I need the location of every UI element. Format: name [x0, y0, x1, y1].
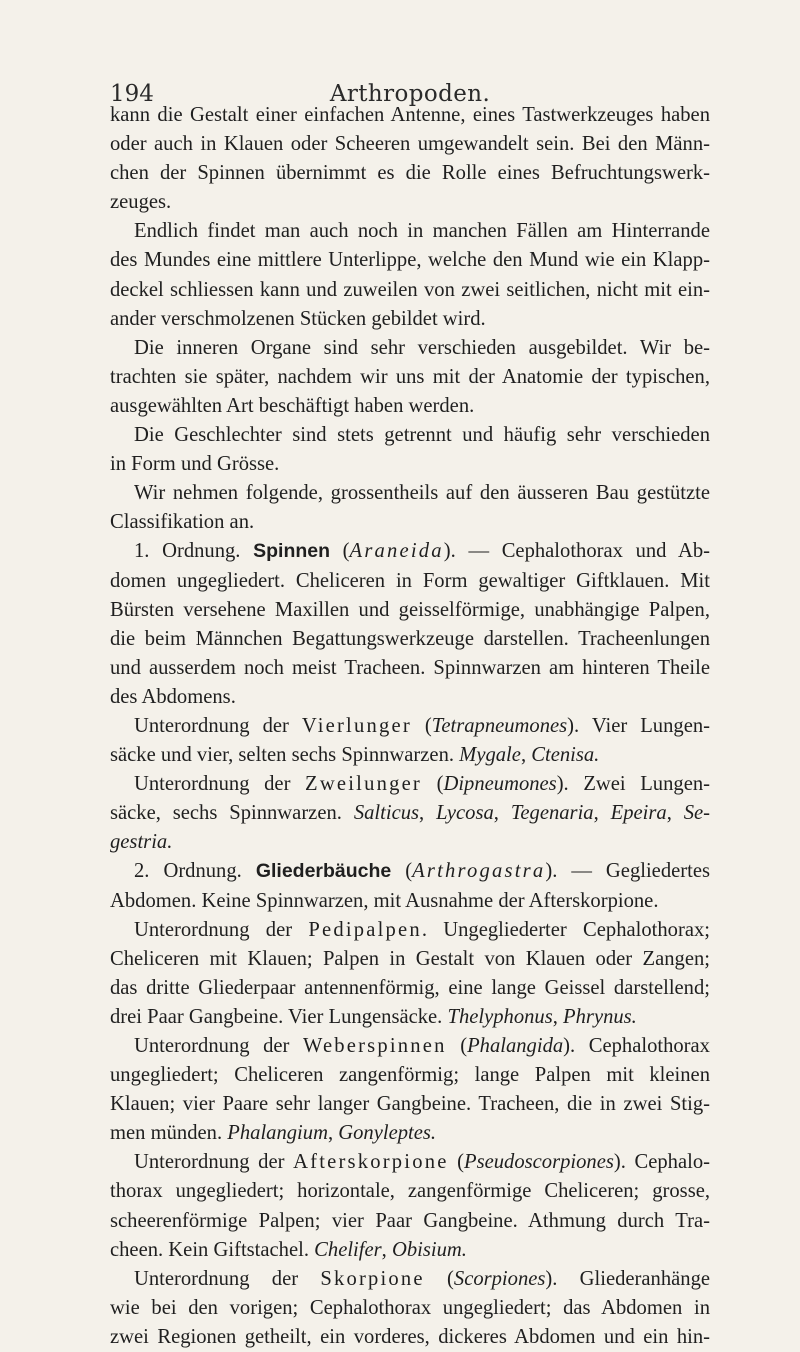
text-line: deckel schliessen kann und zuweilen von zwei seitlichen, nicht mit ein-: [110, 278, 710, 301]
text-fragment: ,: [381, 1238, 392, 1261]
text-fragment: säcke, sechs Spinnwarzen.: [110, 802, 342, 825]
genus-name: Ctenisa.: [531, 744, 600, 767]
genus-name: Mygale: [459, 744, 521, 767]
suborder-name: Afterskorpione: [293, 1151, 449, 1174]
text-fragment: (: [391, 860, 413, 883]
text-fragment: ). Vier Lungen-: [567, 714, 710, 737]
suborder-name: Weberspinnen: [302, 1035, 447, 1057]
latin-name: Dipneumones: [443, 773, 557, 796]
text-line: Abdomen. Keine Spinnwarzen, mit Ausnahme der Afterskorpione.: [110, 889, 659, 912]
suborder-name: Vierlunger: [301, 714, 412, 737]
text-fragment: ,: [520, 744, 532, 767]
text-fragment: Unterordnung der: [134, 773, 306, 796]
text-line: und ausserdem noch meist Tracheen. Spinnwarzen am hinteren Theile: [110, 656, 710, 679]
text-line: [110, 1236, 710, 1265]
text-line: ander verschmolzenen Stücken gebildet wird.: [110, 307, 486, 330]
text-fragment: ). Gliederanhänge: [545, 1267, 711, 1290]
latin-name: Pseudoscorpiones: [464, 1151, 614, 1174]
text-line: zeuges.: [110, 191, 172, 214]
text-line: Klauen; vier Paare sehr langer Gangbeine. Tracheen, die in zwei Stig-: [110, 1093, 710, 1116]
text-line: chen der Spinnen übernimmt es die Rolle eines Befruchtungswerk-: [110, 162, 710, 185]
suborder-heading-pedipalpen: [110, 916, 710, 945]
text-fragment: ,: [419, 802, 437, 825]
text-line: Die inneren Organe sind sehr verschieden ausgebildet. Wir be-: [134, 336, 710, 359]
suborder-heading-weberspinnen: [110, 1032, 710, 1061]
text-line: zwei Regionen getheilt, ein vorderes, dickeres Abdomen und ein hin-: [110, 1325, 710, 1348]
text-line: scheerenförmige Palpen; vier Paar Gangbeine. Athmung durch Tra-: [110, 1209, 710, 1232]
text-fragment: (: [424, 1267, 454, 1290]
text-fragment: ,: [666, 802, 684, 825]
text-fragment: (: [421, 773, 444, 796]
text-line: Wir nehmen folgende, grossentheils auf den äusseren Bau gestützte: [134, 482, 710, 505]
text-fragment: ,: [593, 802, 611, 825]
suborder-heading-zweilunger: [110, 770, 710, 799]
genus-name: Obisium.: [391, 1238, 467, 1261]
text-fragment: (: [446, 1035, 468, 1057]
text-fragment: ). — Gegliedertes: [545, 860, 710, 883]
text-line: die beim Männchen Begattungswerkzeuge darstellen. Tracheenlungen: [110, 627, 710, 650]
text-fragment: ). Zwei Lungen-: [556, 773, 710, 796]
genus-name: Salticus: [353, 802, 420, 825]
text-fragment: Unterordnung der: [134, 1151, 294, 1174]
text-line: [110, 1003, 710, 1032]
body-text: [110, 101, 710, 1352]
order-name: Gliederbäuche: [255, 860, 392, 883]
text-line: des Mundes eine mittlere Unterlippe, welche den Mund wie ein Klapp-: [110, 249, 710, 272]
text-line: [110, 799, 710, 828]
text-fragment: ,: [493, 802, 511, 825]
text-line: [110, 741, 710, 770]
genus-name: Thelyphonus: [447, 1005, 553, 1028]
text-fragment: säcke und vier, selten sechs Spinnwarzen.: [110, 744, 455, 767]
genus-name: Phrynus.: [563, 1005, 637, 1028]
text-line: Cheliceren mit Klauen; Palpen in Gestalt von Klauen oder Zangen;: [110, 947, 710, 970]
text-fragment: men münden.: [110, 1122, 223, 1145]
text-line: Die Geschlechter sind stets getrennt und häufig sehr verschieden: [134, 424, 710, 447]
latin-name: Scorpiones: [453, 1267, 546, 1290]
text-line: wie bei den vorigen; Cephalothorax ungegliedert; das Abdomen in: [110, 1296, 710, 1319]
text-line: kann die Gestalt einer einfachen Antenne, eines Tastwerkzeuges haben: [110, 104, 710, 126]
text-fragment: ,: [552, 1005, 564, 1028]
latin-name: Arthrogastra: [412, 860, 546, 883]
text-fragment: ,: [327, 1122, 339, 1145]
order-number: 1. Ordnung.: [134, 540, 254, 563]
text-line: das dritte Gliederpaar antennenförmig, eine lange Geissel darstellend;: [110, 976, 710, 999]
text-fragment: Unterordnung der: [134, 918, 309, 941]
suborder-name: Pedipalpen: [308, 918, 422, 941]
order-heading-gliederbaeuche: [110, 857, 710, 886]
text-fragment: Unterordnung der: [134, 1035, 303, 1057]
latin-name: Araneida: [349, 540, 444, 563]
text-line: Classifikation an.: [110, 511, 255, 534]
text-fragment: Unterordnung der: [134, 714, 302, 737]
text-fragment: Unterordnung der: [134, 1267, 321, 1290]
genus-name: Gonyleptes.: [338, 1122, 437, 1145]
text-line: ungegliedert; Cheliceren zangenförmig; lange Palpen mit kleinen: [110, 1064, 710, 1087]
suborder-heading-vierlunger: [110, 712, 710, 741]
suborder-name: Skorpione: [320, 1267, 425, 1290]
page-number: 194: [110, 81, 154, 107]
latin-name: Tetrapneumones: [431, 714, 568, 737]
order-heading-spinnen: [110, 537, 710, 566]
running-title: Arthropoden.: [329, 81, 491, 107]
text-fragment: ). Cephalothorax: [563, 1035, 710, 1057]
genus-name: Phalangium: [227, 1122, 328, 1145]
text-line: Bürsten versehene Maxillen und geisselförmige, unabhängige Palpen,: [110, 598, 710, 621]
genus-name: gestria.: [110, 831, 173, 854]
text-line: trachten sie später, nachdem wir uns mit der Anatomie der typischen,: [110, 365, 710, 388]
order-number: 2. Ordnung.: [134, 860, 256, 883]
genus-name: Se-: [683, 802, 711, 825]
text-fragment: (: [411, 714, 432, 737]
text-fragment: (: [330, 540, 350, 563]
text-line: [110, 1119, 710, 1148]
text-fragment: ). — Cephalothorax und Ab-: [443, 540, 711, 563]
text-line: domen ungegliedert. Cheliceren in Form gewaltiger Giftklauen. Mit: [110, 569, 710, 592]
order-name: Spinnen: [253, 540, 331, 563]
text-line: des Abdomens.: [110, 685, 236, 708]
text-fragment: drei Paar Gangbeine. Vier Lungensäcke.: [110, 1005, 443, 1028]
genus-name: Epeira: [610, 802, 667, 825]
text-line: oder auch in Klauen oder Scheeren umgewandelt sein. Bei den Männ-: [110, 133, 710, 156]
text-line: Endlich findet man auch noch in manchen Fällen am Hinterrande: [134, 220, 710, 243]
genus-name: Lycosa: [436, 802, 494, 825]
text-fragment: cheen. Kein Giftstachel.: [110, 1238, 309, 1261]
suborder-heading-skorpione: [110, 1265, 710, 1294]
text-fragment: (: [448, 1151, 465, 1174]
genus-name: Tegenaria: [510, 802, 594, 825]
text-line: thorax ungegliedert; horizontale, zangenförmige Cheliceren; grosse,: [110, 1180, 710, 1203]
text-line: in Form und Grösse.: [110, 453, 280, 476]
text-fragment: ). Cephalo-: [613, 1151, 710, 1174]
suborder-name: Zweilunger: [305, 773, 422, 796]
latin-name: Phalangida: [467, 1035, 564, 1057]
text-line: ausgewählten Art beschäftigt haben werden.: [110, 394, 475, 417]
suborder-heading-afterskorpione: [110, 1148, 710, 1177]
text-fragment: . Ungegliederter Cephalothorax;: [421, 918, 710, 941]
genus-name: Chelifer: [314, 1238, 382, 1261]
